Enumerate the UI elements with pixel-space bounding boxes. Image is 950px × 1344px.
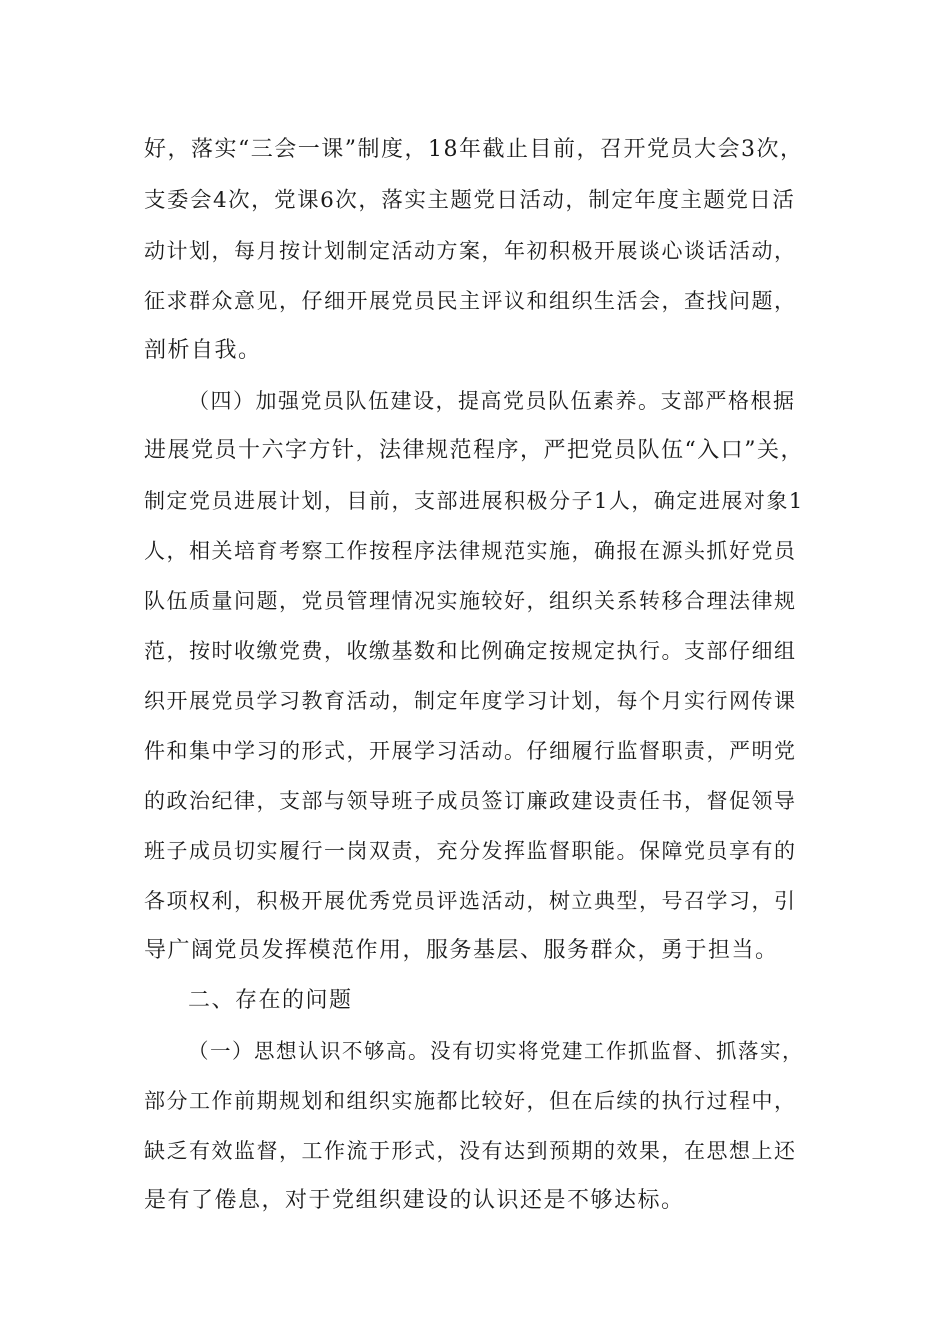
text-line: 制定党员进展计划，目前，支部进展积极分子1人，确定进展对象1 bbox=[144, 489, 804, 513]
text-line: 是有了倦息，对于党组织建设的认识还是不够达标。 bbox=[144, 1188, 685, 1213]
section-heading: 二、存在的问题 bbox=[188, 988, 353, 1013]
text-line: 进展党员十六字方针，法律规范程序，严把党员队伍“入口”关， bbox=[144, 438, 804, 463]
text-line: 的政治纪律，支部与领导班子成员签订廉政建设责任书，督促领导 bbox=[144, 789, 797, 813]
text-line: 班子成员切实履行一岗双责，充分发挥监督职能。保障党员享有的 bbox=[144, 839, 797, 863]
text-line: 剖析自我。 bbox=[144, 338, 262, 363]
text-line: 队伍质量问题，党员管理情况实施较好，组织关系转移合理法律规 bbox=[144, 589, 797, 613]
text-line: 好，落实“三会一课”制度，18年截止目前，召开党员大会3次， bbox=[144, 137, 804, 162]
paragraph-heading-line: （一）思想认识不够高。没有切实将党建工作抓监督、抓落实， bbox=[188, 1039, 804, 1063]
text-line: 范，按时收缴党费，收缴基数和比例确定按规定执行。支部仔细组 bbox=[144, 639, 797, 663]
text-line: 织开展党员学习教育活动，制定年度学习计划，每个月实行网传课 bbox=[144, 689, 797, 713]
text-line: 动计划，每月按计划制定活动方案，年初积极开展谈心谈话活动， bbox=[144, 239, 797, 263]
text-line: 人，相关培育考察工作按程序法律规范实施，确报在源头抓好党员 bbox=[144, 539, 797, 563]
text-line: 件和集中学习的形式，开展学习活动。仔细履行监督职责，严明党 bbox=[144, 739, 797, 763]
paragraph-heading-line: （四）加强党员队伍建设，提高党员队伍素养。支部严格根据 bbox=[188, 389, 796, 413]
text-line: 支委会4次，党课6次，落实主题党日活动，制定年度主题党日活 bbox=[144, 188, 796, 213]
text-line: 部分工作前期规划和组织实施都比较好，但在后续的执行过程中， bbox=[144, 1089, 797, 1113]
text-line: 导广阔党员发挥模范作用，服务基层、服务群众，勇于担当。 bbox=[144, 938, 779, 963]
text-line: 征求群众意见，仔细开展党员民主评议和组织生活会，查找问题， bbox=[144, 289, 797, 313]
text-line: 缺乏有效监督，工作流于形式，没有达到预期的效果，在思想上还 bbox=[144, 1139, 797, 1163]
text-line: 各项权利，积极开展优秀党员评选活动，树立典型，号召学习，引 bbox=[144, 889, 797, 913]
